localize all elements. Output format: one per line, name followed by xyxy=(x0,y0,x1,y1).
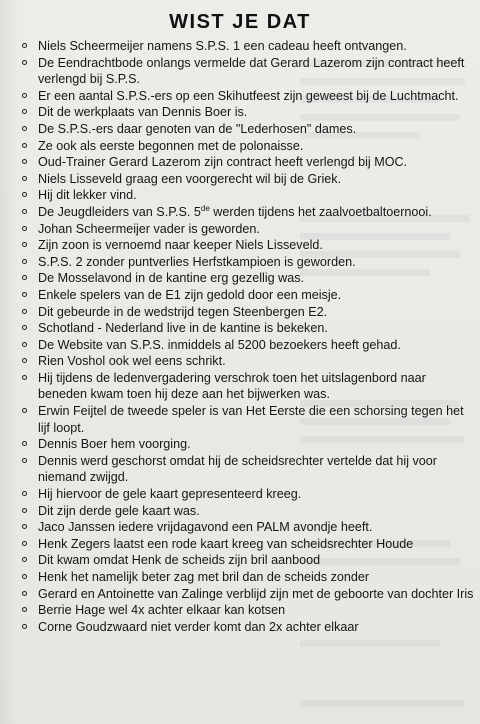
bullet-icon xyxy=(22,275,27,280)
bullet-icon xyxy=(22,541,27,546)
bullet-icon xyxy=(22,574,27,579)
list-item-text-continued: werden tijdens het zaalvoetbaltoernooi. xyxy=(209,204,432,219)
list-item xyxy=(22,38,474,55)
list-item xyxy=(22,88,474,105)
list-item-text: Dit zijn derde gele kaart was. xyxy=(38,503,200,518)
bullet-icon xyxy=(22,325,27,330)
bullet-icon xyxy=(22,93,27,98)
list-item xyxy=(22,619,474,636)
bullet-icon xyxy=(22,342,27,347)
list-item-text: Dennis Boer hem voorging. xyxy=(38,437,191,452)
bullet-icon xyxy=(22,242,27,247)
list-item-text: Corne Goudzwaard niet verder komt dan 2x achter elkaar xyxy=(38,619,359,634)
list-item xyxy=(22,602,474,619)
list-item xyxy=(22,320,474,337)
list-item xyxy=(22,55,474,88)
bullet-icon xyxy=(22,524,27,529)
list-item xyxy=(22,104,474,121)
list-item-text: Dit de werkplaats van Dennis Boer is. xyxy=(38,105,248,120)
list-item xyxy=(22,237,474,254)
bullet-icon xyxy=(22,607,27,612)
bullet-icon xyxy=(22,126,27,131)
list-item-text: De S.P.S.-ers daar genoten van de "Lederhosen" dames. xyxy=(38,121,357,136)
bullet-icon xyxy=(22,458,27,463)
bullet-icon xyxy=(22,309,27,314)
bullet-icon xyxy=(22,358,27,363)
list-item xyxy=(22,370,474,403)
fact-list xyxy=(22,38,474,635)
list-item-text: Er een aantal S.P.S.-ers op een Skihutfeest zijn geweest bij de Luchtmacht. xyxy=(38,88,459,103)
list-item-text: Niels Lisseveld graag een voorgerecht wil bij de Griek. xyxy=(38,171,342,186)
list-item-text: Dit kwam omdat Henk de scheids zijn bril aanbood xyxy=(38,553,321,568)
list-item-text: Hij tijdens de ledenvergadering verschrok toen het uitslagenbord naar beneden kwam toen hij deze aan het bijwerken was. xyxy=(38,370,426,402)
bullet-icon xyxy=(22,43,27,48)
list-item-text: De Website van S.P.S. inmiddels al 5200 bezoekers heeft gehad. xyxy=(38,337,401,352)
superscript: de xyxy=(200,203,210,213)
list-item-text: Niels Scheermeijer namens S.P.S. 1 een cadeau heeft ontvangen. xyxy=(38,39,407,53)
bullet-icon xyxy=(22,192,27,197)
bullet-icon xyxy=(22,557,27,562)
bullet-icon xyxy=(22,259,27,264)
bullet-icon xyxy=(22,292,27,297)
list-item-text: Hij hiervoor de gele kaart gepresenteerd kreeg. xyxy=(38,487,302,502)
list-item-text: De Jeugdleiders van S.P.S. 5 xyxy=(38,204,201,219)
list-item-text: Hij dit lekker vind. xyxy=(38,188,137,203)
list-item-text: Enkele spelers van de E1 zijn gedold door een meisje. xyxy=(38,287,342,302)
list-item xyxy=(22,204,474,221)
bullet-icon xyxy=(22,159,27,164)
list-item-text: Henk het namelijk beter zag met bril dan de scheids zonder xyxy=(38,570,370,584)
list-item xyxy=(22,436,474,453)
list-item xyxy=(22,154,474,171)
bullet-icon xyxy=(22,408,27,413)
list-item-text: Henk Zegers laatst een rode kaart kreeg van scheidsrechter Houde xyxy=(38,536,414,551)
list-item xyxy=(22,121,474,138)
bullet-icon xyxy=(22,226,27,231)
list-item-text: Jaco Janssen iedere vrijdagavond een PALM avondje heeft. xyxy=(38,520,373,535)
list-item-text: Schotland - Nederland live in de kantine is bekeken. xyxy=(38,321,328,336)
bullet-icon xyxy=(22,209,27,214)
bullet-icon xyxy=(22,624,27,629)
list-item xyxy=(22,254,474,271)
list-item xyxy=(22,569,474,586)
list-item-text: Erwin Feijtel de tweede speler is van Het Eerste die een schorsing tegen het lijf loopt. xyxy=(38,404,464,435)
list-item xyxy=(22,519,474,536)
list-item-text: Zijn zoon is vernoemd naar keeper Niels Lisseveld. xyxy=(38,238,323,253)
list-item-text: Johan Scheermeijer vader is geworden. xyxy=(38,221,260,236)
list-item xyxy=(22,503,474,520)
list-item-text: S.P.S. 2 zonder puntverlies Herfstkampioen is geworden. xyxy=(38,254,356,269)
list-item xyxy=(22,403,474,436)
list-item xyxy=(22,586,474,603)
list-item xyxy=(22,171,474,188)
list-item-text: Dennis werd geschorst omdat hij de scheidsrechter vertelde dat hij voor niemand zwijgd. xyxy=(38,453,438,485)
bullet-icon xyxy=(22,441,27,446)
page-title: WIST JE DAT xyxy=(169,11,311,33)
list-item xyxy=(22,453,474,486)
list-item xyxy=(22,270,474,287)
list-item-text: De Mosselavond in de kantine erg gezellig was. xyxy=(38,271,305,286)
bullet-icon xyxy=(22,109,27,114)
list-item xyxy=(22,304,474,321)
list-item-text: Rien Voshol ook wel eens schrikt. xyxy=(38,354,226,369)
bullet-icon xyxy=(22,176,27,181)
list-item-text: Gerard en Antoinette van Zalinge verblijd zijn met de geboorte van dochter Iris xyxy=(38,586,474,601)
list-item xyxy=(22,536,474,553)
list-item xyxy=(22,337,474,354)
list-item xyxy=(22,353,474,370)
bullet-icon xyxy=(22,591,27,596)
list-item-text: Berrie Hage wel 4x achter elkaar kan kotsen xyxy=(38,603,286,618)
list-item xyxy=(22,287,474,304)
list-item xyxy=(22,187,474,204)
bullet-icon xyxy=(22,491,27,496)
list-item xyxy=(22,552,474,569)
bullet-icon xyxy=(22,375,27,380)
list-item xyxy=(22,221,474,238)
list-item-text: De Eendrachtbode onlangs vermelde dat Gerard Lazerom zijn contract heeft verlengd bij S.P.S. xyxy=(38,55,465,87)
list-item-text: Ze ook als eerste begonnen met de polonaisse. xyxy=(38,138,304,153)
list-item-text: Dit gebeurde in de wedstrijd tegen Steenbergen E2. xyxy=(38,304,328,319)
list-item xyxy=(22,138,474,155)
list-item-text: Oud-Trainer Gerard Lazerom zijn contract heeft verlengd bij MOC. xyxy=(38,155,408,170)
bullet-icon xyxy=(22,143,27,148)
bullet-icon xyxy=(22,60,27,65)
bullet-icon xyxy=(22,508,27,513)
list-item xyxy=(22,486,474,503)
